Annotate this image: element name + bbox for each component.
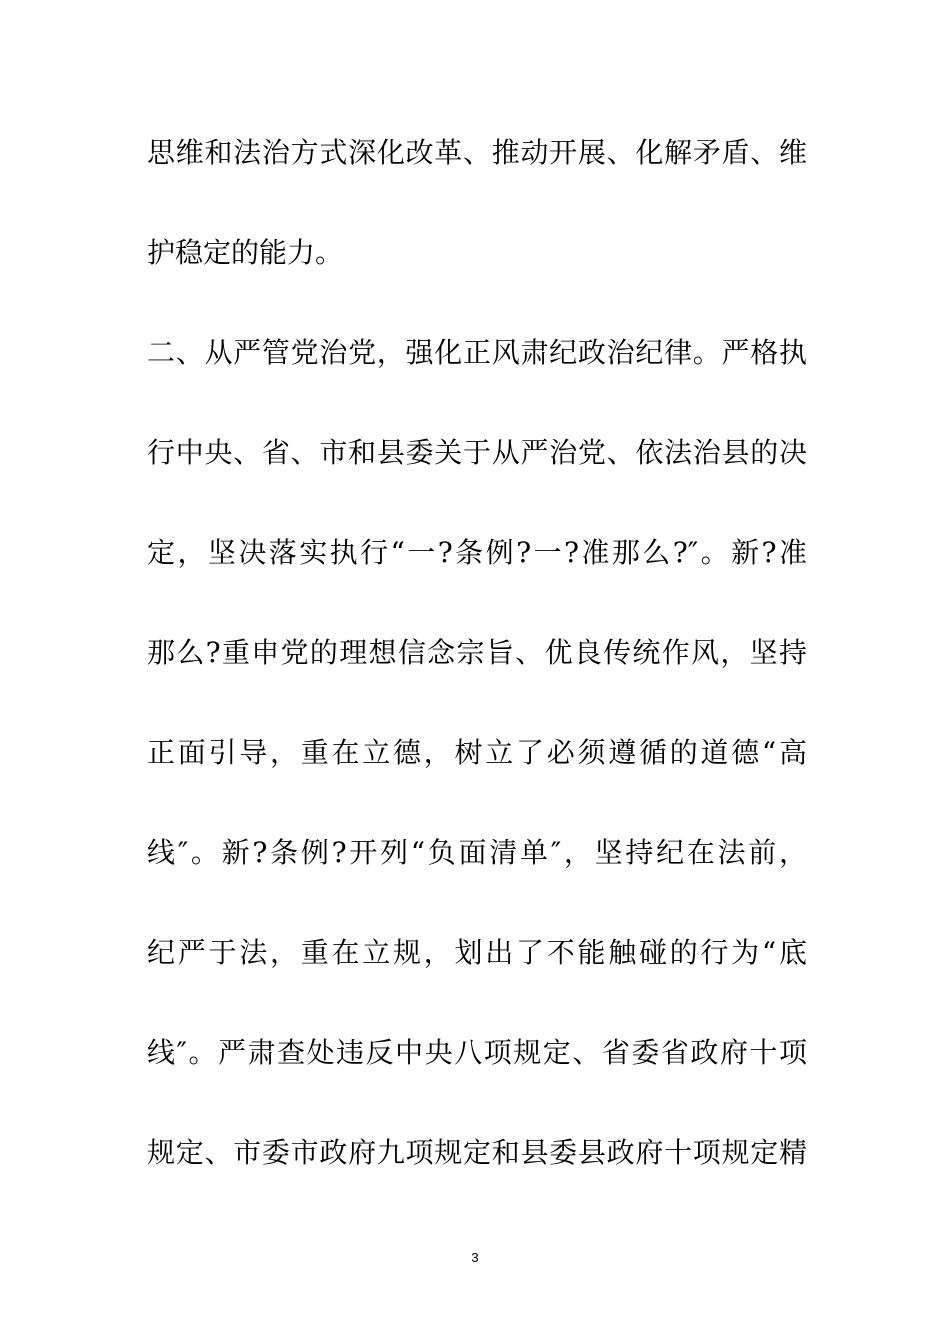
- page-number: 3: [471, 1250, 479, 1265]
- text-line: 那么?重申党的理想信念宗旨、优良传统作风，坚持: [147, 636, 807, 669]
- text-line: 规定、市委市政府九项规定和县委县政府十项规定精: [147, 1136, 807, 1169]
- text-line: 正面引导，重在立德，树立了必须遵循的道德“高: [147, 736, 807, 769]
- text-line: 定，坚决落实执行“一?条例?一?准那么?″。新?准: [147, 536, 807, 569]
- text-line: 二、从严管党治党，强化正风肃纪政治纪律。严格执: [147, 336, 807, 369]
- text-line: 线″。严肃查处违反中央八项规定、省委省政府十项: [147, 1036, 807, 1069]
- text-line: 思维和法治方式深化改革、推动开展、化解矛盾、维: [147, 136, 807, 169]
- text-line: 线″。新?条例?开列“负面清单″，坚持纪在法前，: [147, 836, 807, 869]
- body-text: [147, 128, 807, 1228]
- text-line: 纪严于法，重在立规，划出了不能触碰的行为“底: [147, 936, 807, 969]
- text-line: 行中央、省、市和县委关于从严治党、依法治县的决: [147, 436, 807, 469]
- text-line: 护稳定的能力。: [147, 236, 344, 269]
